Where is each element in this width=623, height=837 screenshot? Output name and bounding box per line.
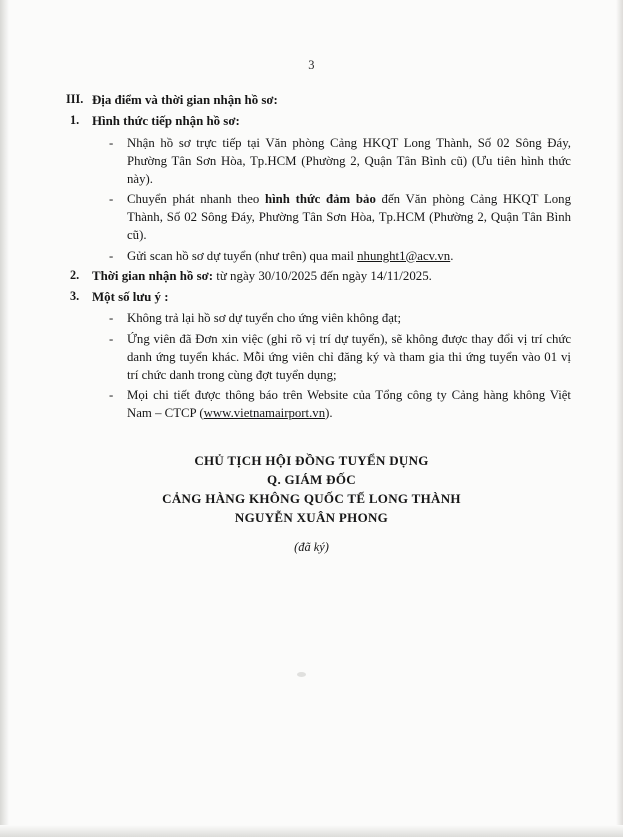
dash-bullet-icon: - [109,387,114,402]
list-item-text: Chuyển phát nhanh theo hình thức đảm bảo đến Văn phòng Cảng HKQT Long Thành, Số 02 Sông Đáy, Phường Tân Sơn Hòa, Tp.HCM (Phường 2, Quận Tân Bình cũ). [127,192,571,243]
list-item [52,330,571,384]
list-item-text: Không trả lại hồ sơ dự tuyển cho ứng viên không đạt; [127,311,402,326]
list-item [52,309,571,327]
paper-smudge [297,672,306,677]
list-item-text: Ứng viên đã Đơn xin việc (ghi rõ vị trí dự tuyển), sẽ không được thay đổi vị trí chức danh ứng tuyển khác. Mỗi ứng viên chỉ đăng ký và tham gia thi ứng tuyển vào 01 vị trí chức danh trong cùng đợt tuyển dụng; [127,331,571,382]
section-heading-1 [52,112,571,130]
section-title: Địa điểm và thời gian nhận hồ sơ: [92,93,278,107]
signature-title-line-3: CẢNG HÀNG KHÔNG QUỐC TẾ LONG THÀNH [162,490,461,506]
dash-bullet-icon: - [109,331,114,346]
section-title [92,267,571,285]
dash-bullet-icon: - [109,135,114,150]
document-body [0,73,623,557]
page-edge-shadow-bottom [0,825,623,837]
page-edge-shadow-right [616,0,623,837]
section-heading-2 [52,267,571,285]
list-item [52,386,571,422]
section-title-bold: Thời gian nhận hồ sơ: [92,268,214,283]
list-item [52,134,571,188]
list-item-text: Nhận hồ sơ trực tiếp tại Văn phòng Cảng HKQT Long Thành, Số 02 Sông Đáy, Phường Tân Sơn Hòa, Tp.HCM (Phường 2, Quận Tân Bình cũ) (Ưu tiên hình thức này). [127,135,571,186]
section-heading-iii [52,91,571,109]
section-title: Một số lưu ý : [92,290,169,305]
signature-block [52,452,571,556]
section-heading-3 [52,288,571,306]
page-number: 3 [308,58,315,72]
section-title-trailing: từ ngày 30/10/2025 đến ngày 14/11/2025. [213,268,432,283]
dash-bullet-icon: - [109,248,114,263]
website-link[interactable]: www.vietnamairport.vn [203,406,326,421]
section-marker: 3. [70,289,80,304]
section-marker: III. [66,92,84,106]
list-item [52,190,571,244]
email-link[interactable]: nhunght1@acv.vn [357,248,451,263]
signature-name: NGUYỄN XUÂN PHONG [234,509,389,525]
signature-title-line-1: CHỦ TỊCH HỘI ĐỒNG TUYỂN DỤNG [194,453,429,469]
signature-note: (đã ký) [294,539,329,554]
section-marker: 2. [70,267,80,282]
list-item-text: Mọi chi tiết được thông báo trên Website của Tổng công ty Cảng hàng không Việt Nam – CTCP (www.vietnamairport.vn). [127,387,571,421]
list-item-text: Gửi scan hồ sơ dự tuyển (như trên) qua mail nhunght1@acv.vn. [127,248,454,263]
dash-bullet-icon: - [109,192,114,207]
dash-bullet-icon: - [109,311,114,326]
section-marker: 1. [70,113,80,128]
section-title: Hình thức tiếp nhận hồ sơ: [92,114,240,129]
signature-title-line-2: Q. GIÁM ĐỐC [267,472,356,488]
page-edge-shadow-left [0,0,9,837]
list-item [52,247,571,265]
